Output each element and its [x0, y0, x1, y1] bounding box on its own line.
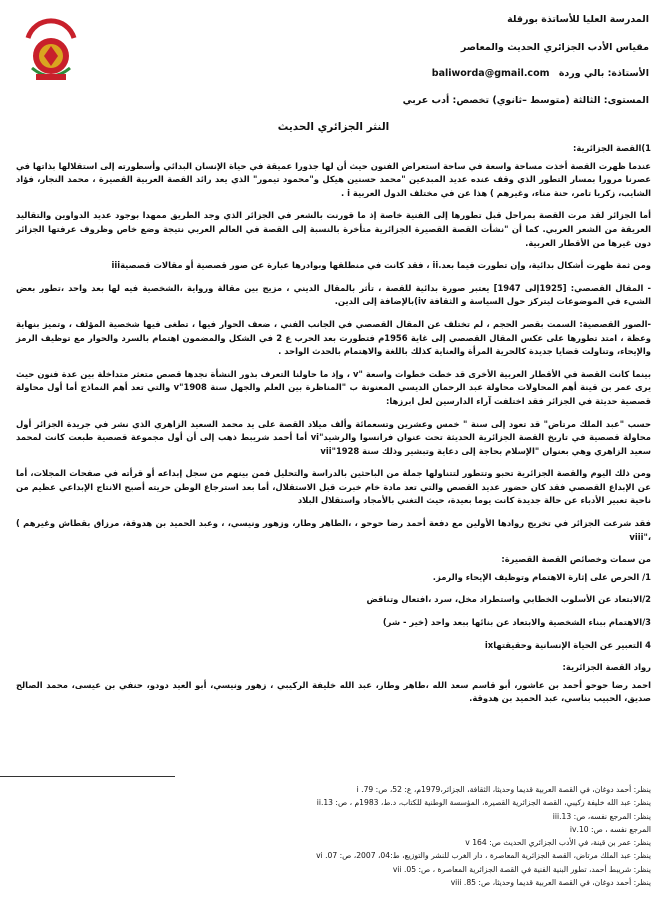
paragraph: بينما كانت القصة في الأقطار العربية الأخرى قد خطت خطوات واسعة "v ، وإذ ما حاولنا التعرف بذور النشأة نجدها قصص متعثر متداخلة بين عدة فنون حيث يرى عمر بن قينة أهم المحاولات محاولة عبد الرحمان الديسي المعنونة ب "المناظرة بين العلم والجهل سنة 1908"v والتي تعد أهم النماذج أما أول محاولة قصصية حديثة في الجزائر فقد اختلفت آراء الدارسين لعل ابرزها:	[16, 368, 651, 406]
paragraph: احمد رضا حوحو أحمد بن عاشور، أبو قاسم سعد الله ،طاهر وطار، عبد الله خليفة الركيبي ، زهور ونيسي، أبو العيد دودو، حنفي بن عيسى، محمد الصالح صديق، الحبيب بناسي، عبد الحميد بن هدوقة.	[16, 679, 651, 704]
list-item: 1/ الحرص على إثارة الاهتمام وتوظيف الإيحاء والرمز.	[432, 571, 651, 582]
footnote: ينظر: أحمد دوغان، في القصة العربية قديما وحديثا، ص: 85. viii	[450, 878, 651, 888]
body-text	[16, 142, 651, 715]
teacher-label: الأستاذة: بالي وردة	[558, 68, 649, 79]
paragraph: - المقال القصصي: [1925إلى 1947] يعتبر صورة بدائية للقصة ، تأثر بالمقال الديني ، مزيج بين مقالة ورواية ،الشخصية فيه لها بعد واحد ،تطور بعض الشيء في الموضوعات ليتركز حول السياسة و الثقافة iv)بالإضافة إلى الدين.	[16, 282, 651, 307]
section-heading: رواد القصة الجزائرية:	[562, 662, 651, 673]
footnote: ينظر: عمر بن قينة، في الأدب الجزائري الحديث ص: 164 v	[465, 838, 651, 848]
paragraph: -الصور القصصية: السمت بقصر الحجم ، لم تختلف عن المقال القصصي في الجانب الفني ، ضعف الحوار فيها ، تطغى فيها شخصية المؤلف ، وتميز بنهاية وعظة ، امتد تطورها على عكس المقال القصصي إلى غاية 1956م فتطورت بعد الحرب ع 2 في الشكل والمضمون اهتمام بالسرد والحوار مع توظيف الرمز والإيحاء، وتناولت قضايا جديدة كالحرية المرأة والعناية كذلك باللغة والاهتمام بالحدث الواحد .	[16, 318, 652, 357]
course-name: مقياس الأدب الجزائري الحديث والمعاصر	[460, 42, 649, 53]
footnotes	[200, 783, 651, 889]
school-emblem-icon	[18, 10, 84, 86]
teacher-line	[432, 68, 649, 79]
footnote: ينظر: عبد الملك مرتاض، القصة الجزائرية المعاصرة ، دار الغرب للنشر والتوزيع، ط:04، 2007، ص: 07. vi	[316, 851, 651, 861]
list-item: 3/الاهتمام ببناء الشخصية والابتعاد عن بنائها ببعد واحد (خير - شر)	[382, 617, 651, 628]
list-item: 4 التعبير عن الحياة الإنسانية وحقيقتهاix	[484, 639, 651, 650]
paragraph: ومن ثمة ظهرت أشكال بدائية، وإن تطورت فيما بعد.ii ، فقد كانت في منطلقها وبوادرها عبارة عن صور قصصية أو مقالات قصصيةiii	[111, 260, 651, 271]
footnote: ينظر: أحمد دوغان، في القصة العربية قديما وحديثا، الثقافة، الجزائر،1979م، ع: 52، ص: 79. i	[356, 785, 651, 794]
paragraph: حسب "عبد الملك مرتاض" قد تعود إلى سنة " خمس وعشرين وتسعمائة وألف ميلاد القصة على يد محمد السعيد الزاهري الذي نشر في جريدة الجزائر أول محاولة قصصية في تاريخ القصة الجزائرية الحديثة تحت عنوان فرانسوا والرشيد"vi أما أحمد شريبط ذهب إلى أن أول مجموعة قصصية طبعت كانت لمحمد سعيد الزاهري وهي بعنوان "الإسلام بحاجة إلى دعاية وتبشير وذلك سنة 1928"vii	[16, 418, 651, 456]
footnote: ينظر: المرجع نفسه، ص: 13.iii	[552, 811, 651, 821]
list-item: 2/الابتعاد عن الأسلوب الخطابي واستطراد مخل، سرد ،افتعال وتناقض	[366, 594, 651, 605]
section-heading: من سمات وخصائص القصة القصيرة:	[501, 554, 651, 565]
document-title: النثر الجزائري الحديث	[277, 121, 390, 133]
paragraph: عندما ظهرت القصة أخذت مساحة واسعة في ساحة استعراض الفنون حيث أن لها جذورا عميقة في حياة الإنسان البدائي وأسطورته إلى استقلالها بذاتها في عصرنا مرورا بمسار التطور الذي وقف عنده عديد المبدعين "محمد حسنين هيكل و"محمود تيمور" الذي يعد رائد القصة العربية القصيرة ، محمد النجار، فؤاد الشايب، زكريا تامر، حنة مناء، وغيرهم ) هذا عن في مختلف الدول العربية i .	[16, 160, 651, 198]
section-heading: 1)القصة الجزائرية:	[572, 143, 651, 153]
footnote: المرجع نفسه ، ص: 10.iv	[569, 824, 651, 834]
paragraph: ومن ذلك اليوم والقصة الجزائرية تحبو وتتطور لتتناولها جملة من الباحثين بالدراسة والتحليل فمن بينهم من سجل إبداعه أو قرأته في صفحات المجلات، أما عن الإبداع القصصي فقد كان حضور عديد القصص والتي تعد مادة خام خبرت قبل الاستقلال، أما بعد استرجاع الوطن حريته أصبح الانتاج الإبداعي عظيم من ناحية تعبير الأدباء عن حالة جديدة كانت يوما بعيدة، حيث التغني بالأمجاد واستقلال البلاد	[16, 468, 651, 506]
email-link[interactable]: baliworda@gmail.com	[431, 68, 550, 79]
footnote: ينظر: شريبط أحمد، تطور البنية الفنية في القصة الجزائرية المعاصرة ، ص: 05. vii	[392, 864, 651, 874]
paragraph: أما الجزائر لقد مرت القصة بمراحل قبل تطورها إلى الفنية خاصة إذ ما قورنت بالشعر في الجزائر الذي وجد الطريق ممهدا بوجود عديد الدواوين والتقاليد العريقة من الشعر العربي. كما أن "نشأت القصة القصيرة الجزائرية متأخرة بالنسبة إلى القصة في العالم العربي نتيجة وضع خاص وظروف عرفتها الجزائر دون غيرها من الأقطار العربية.	[16, 210, 651, 248]
school-name: المدرسة العليا للأساتذة بورقلة	[507, 14, 649, 25]
footnote-divider	[0, 776, 175, 777]
level-line: المستوى: الثالثة (متوسط –ثانوي) تخصص: أدب عربي	[402, 95, 649, 106]
paragraph: فقد شرعت الجزائر في تخريج روادها الأولين مع دفعة أحمد رضا حوحو ، ،الطاهر وطار، وزهور ونيسي، ، وعبد الحميد بن هدوقة، مرزاق بقطاش وغيرهم ) ،"viii	[16, 518, 651, 542]
footnote: ينظر: عبد الله خليفة ركيبي، القصة الجزائرية القصيرة، المؤسسة الوطنية للكتاب، د.ط، 1983م ، ص: ii.13	[316, 798, 651, 808]
